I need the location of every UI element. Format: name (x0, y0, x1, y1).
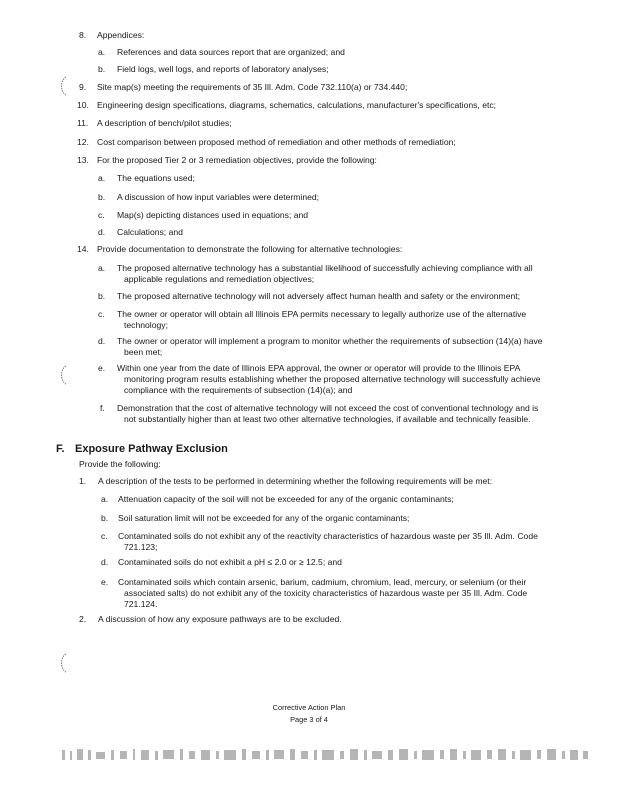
list-item-text: Field logs, well logs, and reports of laboratory analyses; (117, 64, 329, 74)
list-number: 10. (77, 100, 89, 110)
list-letter: c. (98, 309, 105, 319)
list-item-text: Cost comparison between proposed method of remediation and other methods of remediation; (97, 137, 456, 147)
list-letter: a. (98, 263, 106, 273)
list-item-text: A discussion of how input variables were determined; (117, 192, 320, 202)
list-item-text: Provide documentation to demonstrate the following for alternative technologies: (97, 244, 403, 254)
punch-hole-mark-icon (58, 653, 68, 673)
list-letter: e. (98, 363, 106, 373)
list-item-text: The proposed alternative technology will not adversely affect human health and safety or the environment; (117, 291, 521, 301)
list-item-text: Site map(s) meeting the requirements of 35 Ill. Adm. Code 732.110(a) or 734.440; (97, 82, 408, 92)
list-letter: a. (98, 47, 106, 57)
list-number: 13. (77, 155, 89, 165)
list-item-text: The owner or operator will implement a program to monitor whether the requirements of subsection (14)(a) have (117, 336, 543, 346)
list-letter: a. (98, 173, 106, 183)
list-letter: b. (101, 513, 109, 523)
list-number: 12. (77, 137, 89, 147)
list-number: 9. (79, 82, 87, 92)
list-number: 11. (77, 118, 89, 128)
list-item-continuation: been met; (124, 347, 163, 357)
list-letter: e. (101, 577, 109, 587)
list-item-text: Appendices: (97, 30, 145, 40)
list-letter: c. (98, 210, 105, 220)
list-item-text: Within one year from the date of Illinois EPA approval, the owner or operator will provide to the Illinois EPA (117, 363, 521, 373)
list-letter: d. (98, 227, 106, 237)
list-item-continuation: technology; (124, 320, 168, 330)
list-item-text: Contaminated soils do not exhibit a pH ≤ 2.0 or ≥ 12.5; and (118, 557, 342, 567)
list-item-text: Map(s) depicting distances used in equations; and (117, 210, 309, 220)
list-letter: d. (101, 557, 109, 567)
section-title: Exposure Pathway Exclusion (75, 443, 228, 455)
list-item-text: The proposed alternative technology has a substantial likelihood of successfully achieving compliance with all (117, 263, 533, 273)
list-letter: b. (98, 291, 106, 301)
punch-hole-mark-icon (58, 76, 68, 96)
list-number: 2. (79, 614, 87, 624)
list-item-text: The equations used; (117, 173, 195, 183)
list-item-text: Attenuation capacity of the soil will not be exceeded for any of the organic contaminants; (118, 494, 454, 504)
footer-page-number: Page 3 of 4 (290, 715, 328, 724)
list-item-text: Demonstration that the cost of alternative technology will not exceed the cost of conventional technology and is (117, 403, 539, 413)
list-item-text: Engineering design specifications, diagrams, schematics, calculations, manufacturer's specifications, etc; (97, 100, 497, 110)
list-number: 14. (77, 244, 89, 254)
list-item-text: Contaminated soils do not exhibit any of the reactivity characteristics of hazardous waste per 35 Ill. Adm. Code (118, 531, 538, 541)
section-intro: Provide the following: (79, 459, 161, 469)
list-item-text: A description of the tests to be performed in determining whether the following requirements will be met: (98, 476, 493, 486)
list-number: 8. (79, 30, 87, 40)
list-item-continuation: associated salts) do not exhibit any of the toxicity characteristics of hazardous waste per 35 Ill. Adm. Code (124, 588, 528, 598)
list-letter: a. (101, 494, 109, 504)
list-item-continuation: monitoring program results establishing whether the proposed alternative technology will successfully achieve (124, 374, 541, 384)
list-item-continuation: not substantially higher than at least two other alternative technologies, if available and technically feasible. (124, 414, 531, 424)
list-letter: b. (98, 64, 106, 74)
list-item-continuation: compliance with the requirements of subsection (14)(a); and (124, 385, 353, 395)
list-item-text: Calculations; and (117, 227, 183, 237)
list-item-text: Contaminated soils which contain arsenic, barium, cadmium, chromium, lead, mercury, or selenium (or their (118, 577, 527, 587)
list-item-text: For the proposed Tier 2 or 3 remediation objectives, provide the following: (97, 155, 377, 165)
list-item-text: References and data sources report that are organized; and (117, 47, 345, 57)
list-letter: b. (98, 192, 106, 202)
list-item-text: A description of bench/pilot studies; (97, 118, 232, 128)
list-letter: f. (100, 403, 105, 413)
scan-artifact-strip (62, 748, 590, 762)
list-item-text: Soil saturation limit will not be exceeded for any of the organic contaminants; (118, 513, 410, 523)
list-item-continuation: 721.124. (124, 599, 158, 609)
list-letter: d. (98, 336, 106, 346)
list-letter: c. (101, 531, 108, 541)
list-item-continuation: 721.123; (124, 542, 158, 552)
list-number: 1. (79, 476, 87, 486)
list-item-text: A discussion of how any exposure pathways are to be excluded. (98, 614, 342, 624)
list-item-text: The owner or operator will obtain all Illinois EPA permits necessary to legally authorize use of the alternative (117, 309, 527, 319)
section-label: F. (56, 443, 65, 455)
list-item-continuation: applicable regulations and remediation objectives; (124, 274, 315, 284)
punch-hole-mark-icon (58, 365, 68, 385)
footer-title: Corrective Action Plan (272, 703, 346, 712)
